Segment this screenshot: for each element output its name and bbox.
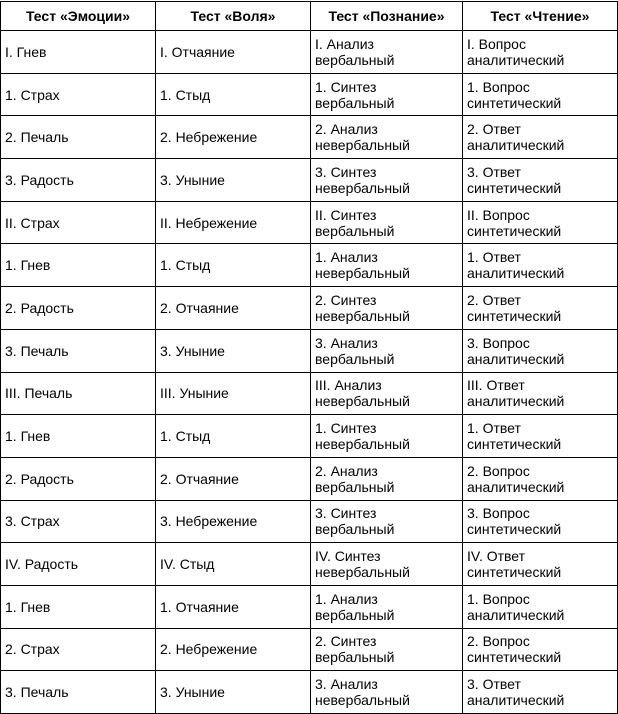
cell-line-second: синтетический — [467, 179, 562, 196]
cell-text: 1. Стыд — [160, 257, 211, 274]
will-cell — [156, 457, 311, 500]
cognition-cell — [311, 287, 463, 330]
emotions-cell — [1, 457, 156, 500]
will-cell — [156, 329, 311, 372]
emotions-cell — [1, 543, 156, 586]
cell-text: 1. Гнев — [5, 598, 51, 615]
table-row — [1, 287, 618, 330]
cell-line-second: синтетический — [467, 564, 562, 581]
will-cell — [156, 244, 311, 287]
table-header — [1, 2, 618, 31]
table-row — [1, 116, 618, 159]
table-row — [1, 244, 618, 287]
reading-cell — [463, 543, 618, 586]
cell-line-first: 1. Ответ — [467, 249, 521, 266]
cell-line-second: аналитический — [467, 478, 565, 495]
cell-line-first: 2. Вопрос — [467, 462, 530, 479]
table-row — [1, 415, 618, 458]
cognition-cell — [311, 116, 463, 159]
cell-line-second: вербальный — [315, 222, 395, 239]
reading-cell — [463, 244, 618, 287]
cell-line-first: I. Вопрос — [467, 35, 526, 52]
cell-line-first: 3. Ответ — [467, 163, 521, 180]
cell-text: III. Печаль — [5, 385, 73, 402]
cell-line-second: вербальный — [315, 521, 395, 538]
cell-line-second: аналитический — [467, 350, 565, 367]
cell-line-second: аналитический — [467, 265, 565, 282]
cell-line-first: IV. Ответ — [467, 548, 526, 565]
emotions-cell — [1, 329, 156, 372]
cell-line-first: 3. Синтез — [315, 505, 377, 522]
emotions-cell — [1, 116, 156, 159]
will-cell — [156, 116, 311, 159]
cell-line-first: 2. Ответ — [467, 121, 521, 138]
reading-cell — [463, 372, 618, 415]
reading-cell — [463, 73, 618, 116]
will-cell — [156, 372, 311, 415]
table-row — [1, 31, 618, 74]
cell-text: II. Страх — [5, 214, 60, 231]
cell-text: 1. Страх — [5, 86, 60, 103]
cell-text: 1. Гнев — [5, 257, 51, 274]
table-row — [1, 543, 618, 586]
emotions-cell — [1, 415, 156, 458]
header-emotions: Тест «Эмоции» — [1, 2, 156, 31]
table-row — [1, 159, 618, 202]
cell-line-second: синтетический — [467, 436, 562, 453]
emotions-cell — [1, 73, 156, 116]
emotions-cell — [1, 201, 156, 244]
will-cell — [156, 543, 311, 586]
will-cell — [156, 31, 311, 74]
will-cell — [156, 201, 311, 244]
cognition-cell — [311, 329, 463, 372]
cell-line-first: 1. Синтез — [315, 78, 377, 95]
reading-cell — [463, 159, 618, 202]
cognition-cell — [311, 159, 463, 202]
will-cell — [156, 73, 311, 116]
will-cell — [156, 415, 311, 458]
cognition-cell — [311, 415, 463, 458]
cell-text: 3. Небрежение — [160, 513, 258, 530]
test-table-container — [0, 1, 618, 713]
emotions-cell — [1, 671, 156, 714]
cell-line-first: 2. Анализ — [315, 462, 378, 479]
cell-line-second: синтетический — [467, 222, 562, 239]
cognition-cell — [311, 628, 463, 671]
cell-text: 1. Гнев — [5, 428, 51, 445]
table-row — [1, 585, 618, 628]
reading-cell — [463, 31, 618, 74]
reading-cell — [463, 500, 618, 543]
cell-line-first: 1. Анализ — [315, 249, 378, 266]
cell-line-second: синтетический — [467, 94, 562, 111]
cell-line-first: 1. Вопрос — [467, 78, 530, 95]
cell-line-first: 2. Синтез — [315, 291, 377, 308]
header-cognition: Тест «Познание» — [311, 2, 463, 31]
tests-table — [0, 1, 618, 714]
cell-line-first: 3. Анализ — [315, 334, 378, 351]
will-cell — [156, 159, 311, 202]
cell-text: 3. Страх — [5, 513, 60, 530]
cell-line-first: 2. Ответ — [467, 291, 521, 308]
cognition-cell — [311, 500, 463, 543]
reading-cell — [463, 628, 618, 671]
cell-line-first: III. Ответ — [467, 377, 525, 394]
cell-text: III. Уныние — [160, 385, 229, 402]
cell-text: IV. Стыд — [160, 556, 215, 573]
cell-line-second: вербальный — [315, 478, 395, 495]
cell-line-first: II. Вопрос — [467, 206, 530, 223]
cell-line-second: невербальный — [315, 179, 410, 196]
cell-line-second: аналитический — [467, 51, 565, 68]
emotions-cell — [1, 585, 156, 628]
reading-cell — [463, 585, 618, 628]
cell-text: 2. Отчаяние — [160, 299, 239, 316]
table-row — [1, 201, 618, 244]
will-cell — [156, 671, 311, 714]
table-row — [1, 73, 618, 116]
cell-line-second: невербальный — [315, 265, 410, 282]
reading-cell — [463, 415, 618, 458]
cell-line-second: невербальный — [315, 436, 410, 453]
table-body — [1, 31, 618, 714]
emotions-cell — [1, 31, 156, 74]
header-row — [1, 2, 618, 31]
cell-text: 3. Уныние — [160, 684, 225, 701]
cell-line-second: синтетический — [467, 307, 562, 324]
cell-line-first: 1. Анализ — [315, 590, 378, 607]
cell-line-second: вербальный — [315, 51, 395, 68]
emotions-cell — [1, 500, 156, 543]
emotions-cell — [1, 628, 156, 671]
cell-text: 1. Стыд — [160, 428, 211, 445]
cognition-cell — [311, 457, 463, 500]
reading-cell — [463, 671, 618, 714]
cell-line-second: аналитический — [467, 692, 565, 709]
cell-line-second: синтетический — [467, 521, 562, 538]
cell-text: I. Гнев — [5, 43, 47, 60]
cell-line-first: I. Анализ — [315, 35, 374, 52]
reading-cell — [463, 329, 618, 372]
cell-line-second: невербальный — [315, 692, 410, 709]
cognition-cell — [311, 671, 463, 714]
table-row — [1, 671, 618, 714]
table-row — [1, 457, 618, 500]
cell-line-second: вербальный — [315, 649, 395, 666]
cell-text: 3. Печаль — [5, 684, 69, 701]
emotions-cell — [1, 372, 156, 415]
cognition-cell — [311, 543, 463, 586]
cell-line-second: невербальный — [315, 393, 410, 410]
cell-text: 1. Стыд — [160, 86, 211, 103]
cell-line-second: невербальный — [315, 137, 410, 154]
reading-cell — [463, 287, 618, 330]
cell-text: 2. Небрежение — [160, 641, 258, 658]
cell-text: 3. Радость — [5, 171, 74, 188]
cognition-cell — [311, 201, 463, 244]
cell-text: II. Небрежение — [160, 214, 258, 231]
cell-line-first: 3. Синтез — [315, 163, 377, 180]
reading-cell — [463, 116, 618, 159]
cell-line-first: 3. Анализ — [315, 676, 378, 693]
cell-line-second: вербальный — [315, 606, 395, 623]
table-row — [1, 372, 618, 415]
cell-text: 2. Отчаяние — [160, 470, 239, 487]
cell-text: 2. Радость — [5, 470, 74, 487]
table-row — [1, 500, 618, 543]
cell-line-first: 2. Анализ — [315, 121, 378, 138]
cell-line-first: 2. Синтез — [315, 633, 377, 650]
table-row — [1, 329, 618, 372]
header-will: Тест «Воля» — [156, 2, 311, 31]
cell-line-first: III. Анализ — [315, 377, 382, 394]
cell-line-second: невербальный — [315, 564, 410, 581]
cell-text: 3. Уныние — [160, 342, 225, 359]
cell-line-first: 1. Синтез — [315, 420, 377, 437]
will-cell — [156, 628, 311, 671]
will-cell — [156, 287, 311, 330]
table-row — [1, 628, 618, 671]
will-cell — [156, 500, 311, 543]
cell-line-first: 2. Вопрос — [467, 633, 530, 650]
cell-line-second: аналитический — [467, 393, 565, 410]
cell-line-second: невербальный — [315, 307, 410, 324]
cognition-cell — [311, 31, 463, 74]
cell-line-first: 3. Вопрос — [467, 334, 530, 351]
emotions-cell — [1, 287, 156, 330]
cell-line-second: вербальный — [315, 350, 395, 367]
emotions-cell — [1, 159, 156, 202]
cell-line-first: 1. Вопрос — [467, 590, 530, 607]
reading-cell — [463, 457, 618, 500]
cell-line-second: синтетический — [467, 649, 562, 666]
cell-line-first: 3. Вопрос — [467, 505, 530, 522]
cell-text: 2. Радость — [5, 299, 74, 316]
cell-text: 2. Страх — [5, 641, 60, 658]
cognition-cell — [311, 372, 463, 415]
cell-line-first: 3. Ответ — [467, 676, 521, 693]
cell-line-first: 1. Ответ — [467, 420, 521, 437]
reading-cell — [463, 201, 618, 244]
cognition-cell — [311, 73, 463, 116]
cell-text: 2. Небрежение — [160, 129, 258, 146]
cell-text: 1. Отчаяние — [160, 598, 239, 615]
cell-text: I. Отчаяние — [160, 43, 235, 60]
cognition-cell — [311, 585, 463, 628]
cell-text: IV. Радость — [5, 556, 79, 573]
cell-line-second: аналитический — [467, 137, 565, 154]
cell-line-first: II. Синтез — [315, 206, 377, 223]
cell-text: 2. Печаль — [5, 129, 69, 146]
cell-line-first: IV. Синтез — [315, 548, 381, 565]
cell-line-second: вербальный — [315, 94, 395, 111]
header-reading: Тест «Чтение» — [463, 2, 618, 31]
cell-text: 3. Уныние — [160, 171, 225, 188]
cell-text: 3. Печаль — [5, 342, 69, 359]
cognition-cell — [311, 244, 463, 287]
emotions-cell — [1, 244, 156, 287]
cell-line-second: аналитический — [467, 606, 565, 623]
will-cell — [156, 585, 311, 628]
